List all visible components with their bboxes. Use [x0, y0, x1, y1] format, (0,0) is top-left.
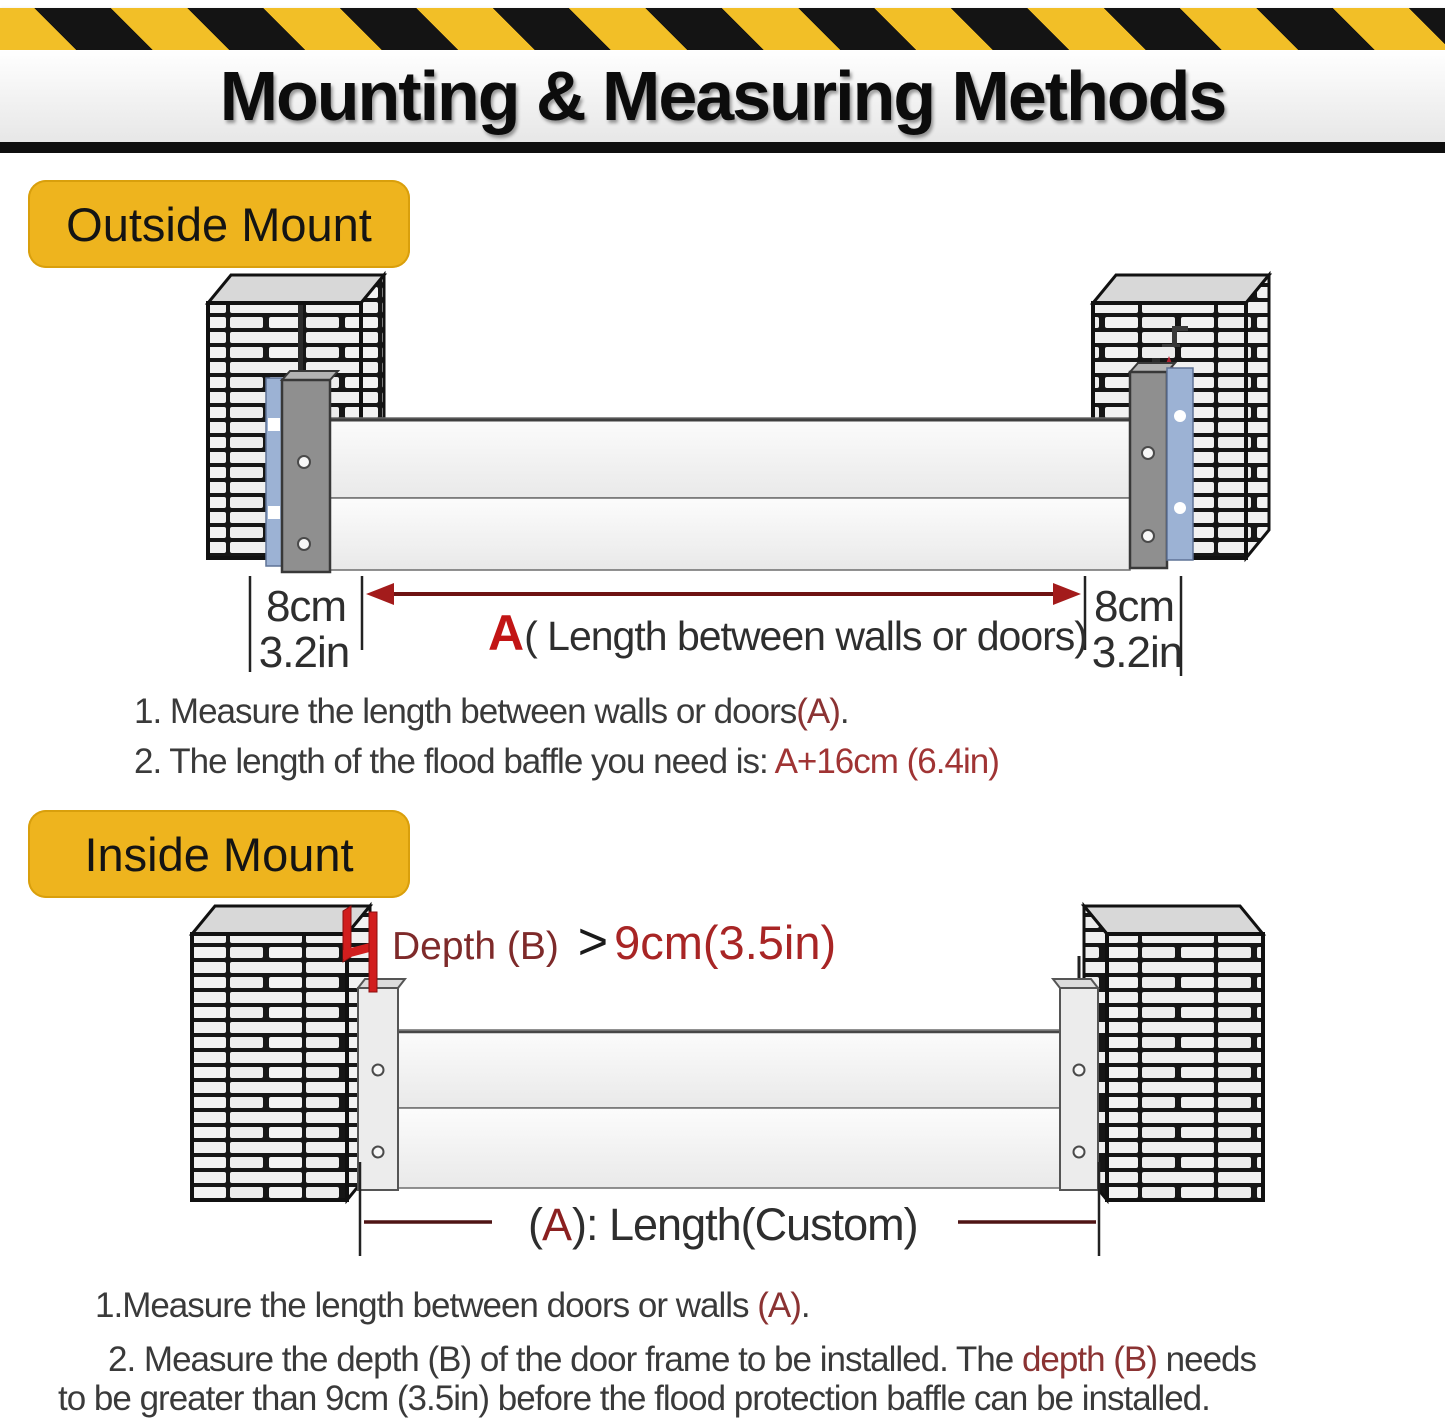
seal-strip-left — [266, 378, 282, 566]
right-offset-cm-label: 8cm — [1093, 582, 1175, 631]
outside-mount-badge — [28, 180, 410, 268]
right-offset-in-label: 3.2in — [1091, 628, 1183, 677]
anchor-slot-left — [298, 305, 303, 380]
flood-barrier-panels — [330, 418, 1130, 570]
depth-value: 9cm(3.5in) — [614, 916, 837, 969]
inside-step-1-accent: (A) — [757, 1286, 801, 1325]
header-divider-bar — [0, 142, 1445, 153]
span-length-label — [488, 605, 1087, 661]
seal-strip-right — [1167, 368, 1193, 560]
outside-mount-diagram — [0, 268, 1445, 678]
outside-step-1-accent: (A) — [796, 692, 840, 731]
header — [0, 50, 1445, 142]
outside-step-2-text: 2. The length of the flood baffle you need is: — [134, 742, 775, 781]
outside-step-1 — [134, 692, 849, 732]
inside-mount-badge-label: Inside Mount — [84, 827, 354, 881]
inside-span-rest: ): Length(Custom) — [572, 1199, 918, 1250]
inside-mount-diagram — [0, 898, 1445, 1270]
width-arrow — [366, 583, 1081, 605]
caution-stripe-band — [0, 8, 1445, 50]
span-letter-a: A — [488, 605, 525, 661]
outside-step-1-end: . — [839, 692, 849, 731]
inside-step-2 — [108, 1340, 1256, 1380]
outside-step-1-text: 1. Measure the length between walls or doors — [134, 692, 797, 731]
inside-step-1-text: 1.Measure the length between doors or walls — [95, 1286, 758, 1325]
flood-barrier-panels — [398, 1030, 1060, 1188]
left-offset-cm-label: 8cm — [265, 582, 347, 631]
mounting-channel-left — [282, 371, 338, 572]
page-title: Mounting & Measuring Methods — [219, 57, 1226, 135]
dash-mark — [1162, 344, 1180, 347]
inside-step-3-text: to be greater than 9cm (3.5in) before the flood protection baffle can be installed. — [58, 1379, 1210, 1418]
inside-span-open: ( — [528, 1199, 542, 1250]
inside-mount-badge — [28, 810, 410, 898]
inside-step-3 — [58, 1379, 1210, 1419]
inside-step-2-end: needs — [1156, 1340, 1257, 1379]
span-description: ( Length between walls or doors) — [524, 613, 1087, 659]
outside-step-2 — [134, 742, 999, 782]
mounting-bracket-left — [358, 979, 405, 1190]
outside-step-2-accent: A+16cm (6.4in) — [774, 742, 999, 781]
inside-span-label — [528, 1199, 918, 1250]
inside-step-1-end: . — [800, 1286, 810, 1325]
depth-gt-sign: > — [577, 913, 609, 971]
inside-step-2-accent: depth (B) — [1021, 1340, 1157, 1379]
outside-measurement — [250, 576, 1182, 677]
inside-step-1 — [95, 1286, 810, 1326]
depth-label-text: Depth (B) — [392, 925, 570, 968]
inside-span-letter: A — [542, 1199, 573, 1250]
outside-mount-badge-label: Outside Mount — [66, 197, 372, 251]
left-offset-in-label: 3.2in — [258, 628, 350, 677]
mounting-bracket-right — [1053, 956, 1098, 1190]
depth-label — [392, 913, 836, 971]
inside-step-2-text: 2. Measure the depth (B) of the door frame to be installed. The — [108, 1340, 1022, 1379]
brick-pillar-right — [1084, 906, 1263, 1200]
